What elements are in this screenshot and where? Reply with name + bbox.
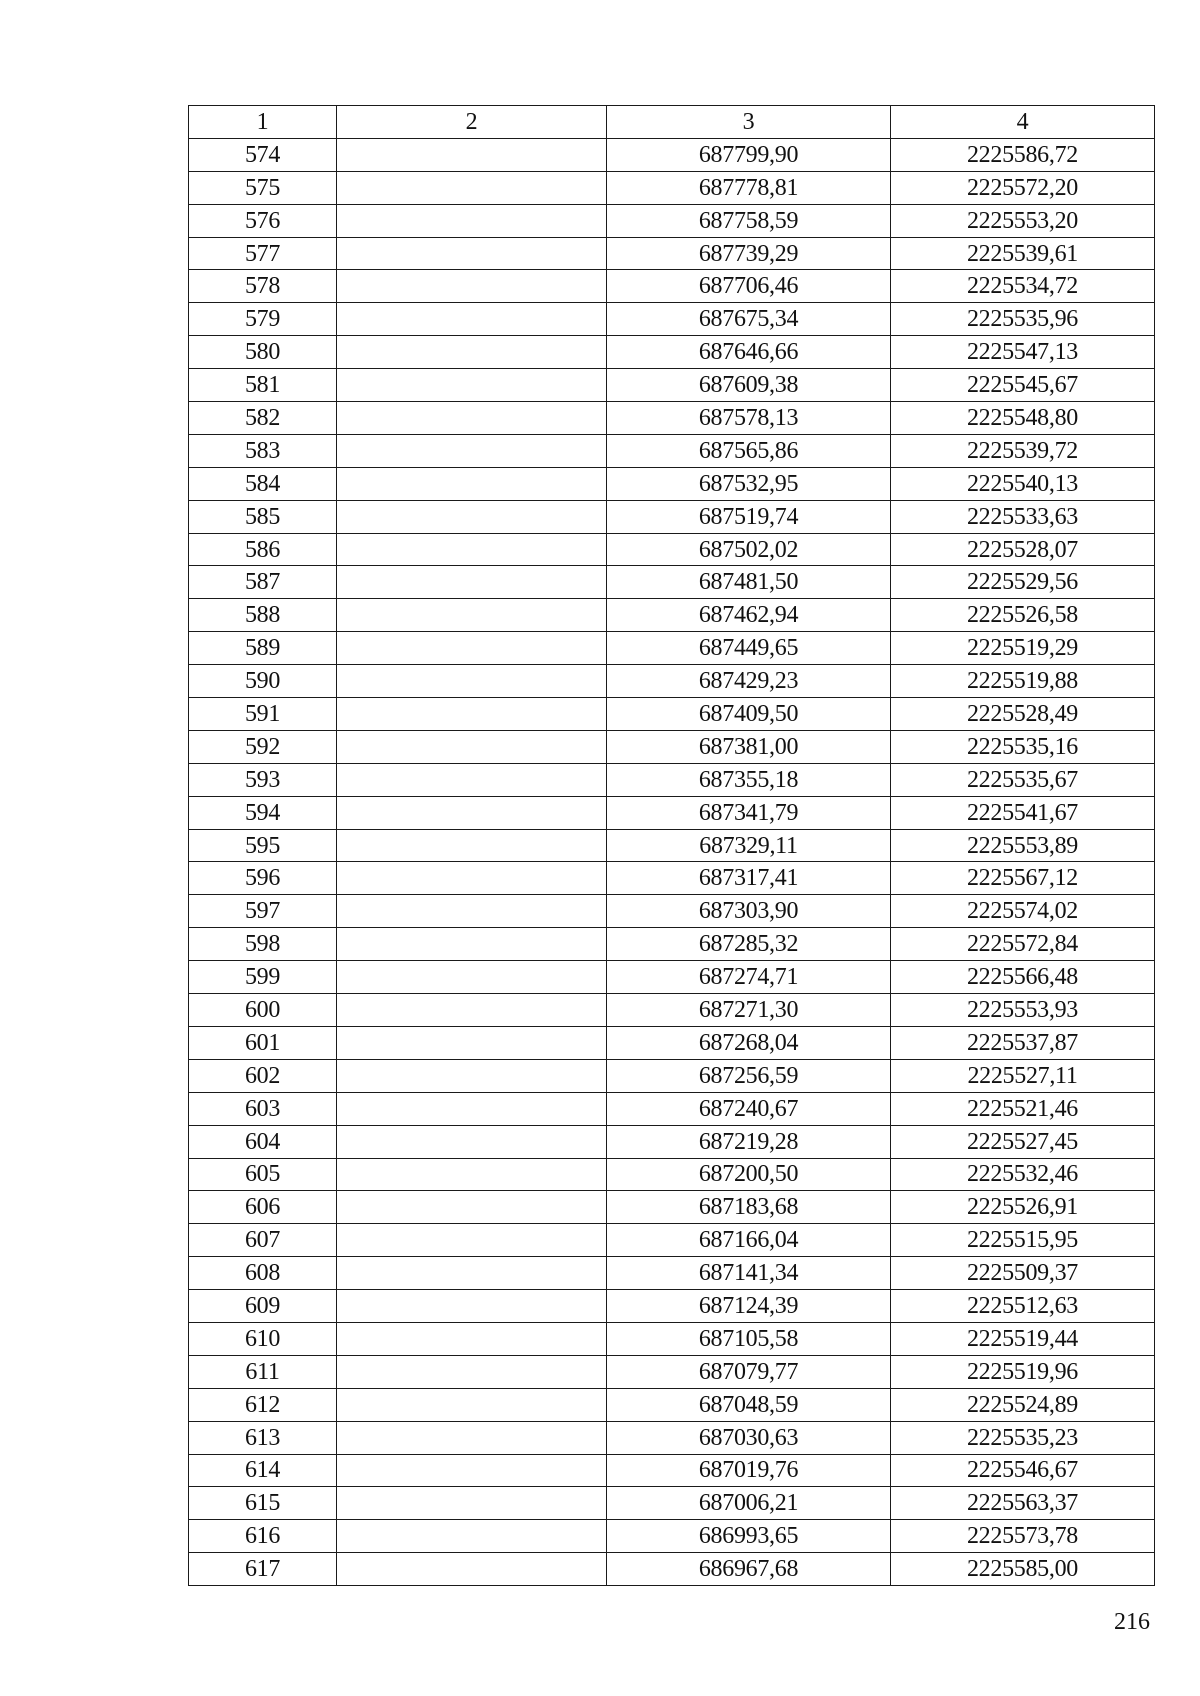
description-cell bbox=[337, 961, 607, 994]
table-row bbox=[189, 1125, 1155, 1158]
y-coordinate-cell: 2225585,00 bbox=[891, 1553, 1155, 1586]
x-coordinate-cell: 687409,50 bbox=[607, 698, 891, 731]
y-coordinate-cell: 2225572,20 bbox=[891, 171, 1155, 204]
table-row bbox=[189, 632, 1155, 665]
y-coordinate-cell: 2225539,72 bbox=[891, 434, 1155, 467]
point-number-cell: 598 bbox=[189, 928, 337, 961]
description-cell bbox=[337, 1553, 607, 1586]
point-number-cell: 597 bbox=[189, 895, 337, 928]
x-coordinate-cell: 687355,18 bbox=[607, 763, 891, 796]
y-coordinate-cell: 2225529,56 bbox=[891, 566, 1155, 599]
y-coordinate-cell: 2225537,87 bbox=[891, 1026, 1155, 1059]
y-coordinate-cell: 2225526,91 bbox=[891, 1191, 1155, 1224]
point-number-cell: 615 bbox=[189, 1487, 337, 1520]
x-coordinate-cell: 686993,65 bbox=[607, 1520, 891, 1553]
table-body bbox=[189, 138, 1155, 1585]
table-row bbox=[189, 895, 1155, 928]
x-coordinate-cell: 687578,13 bbox=[607, 402, 891, 435]
point-number-cell: 617 bbox=[189, 1553, 337, 1586]
x-coordinate-cell: 687079,77 bbox=[607, 1355, 891, 1388]
y-coordinate-cell: 2225566,48 bbox=[891, 961, 1155, 994]
y-coordinate-cell: 2225548,80 bbox=[891, 402, 1155, 435]
description-cell bbox=[337, 1454, 607, 1487]
description-cell bbox=[337, 270, 607, 303]
table-row bbox=[189, 698, 1155, 731]
y-coordinate-cell: 2225563,37 bbox=[891, 1487, 1155, 1520]
table-row bbox=[189, 961, 1155, 994]
x-coordinate-cell: 687502,02 bbox=[607, 533, 891, 566]
x-coordinate-cell: 687240,67 bbox=[607, 1092, 891, 1125]
table-row bbox=[189, 829, 1155, 862]
y-coordinate-cell: 2225519,29 bbox=[891, 632, 1155, 665]
description-cell bbox=[337, 303, 607, 336]
point-number-cell: 612 bbox=[189, 1388, 337, 1421]
x-coordinate-cell: 687532,95 bbox=[607, 467, 891, 500]
description-cell bbox=[337, 1421, 607, 1454]
point-number-cell: 583 bbox=[189, 434, 337, 467]
y-coordinate-cell: 2225527,45 bbox=[891, 1125, 1155, 1158]
x-coordinate-cell: 687030,63 bbox=[607, 1421, 891, 1454]
x-coordinate-cell: 687048,59 bbox=[607, 1388, 891, 1421]
y-coordinate-cell: 2225527,11 bbox=[891, 1059, 1155, 1092]
x-coordinate-cell: 687006,21 bbox=[607, 1487, 891, 1520]
table-row bbox=[189, 1322, 1155, 1355]
point-number-cell: 586 bbox=[189, 533, 337, 566]
point-number-cell: 588 bbox=[189, 599, 337, 632]
y-coordinate-cell: 2225541,67 bbox=[891, 796, 1155, 829]
x-coordinate-cell: 687565,86 bbox=[607, 434, 891, 467]
point-number-cell: 608 bbox=[189, 1257, 337, 1290]
x-coordinate-cell: 687646,66 bbox=[607, 336, 891, 369]
point-number-cell: 574 bbox=[189, 138, 337, 171]
y-coordinate-cell: 2225535,16 bbox=[891, 730, 1155, 763]
table-row bbox=[189, 1290, 1155, 1323]
description-cell bbox=[337, 1487, 607, 1520]
x-coordinate-cell: 687303,90 bbox=[607, 895, 891, 928]
y-coordinate-cell: 2225519,88 bbox=[891, 665, 1155, 698]
table-row bbox=[189, 763, 1155, 796]
x-coordinate-cell: 687778,81 bbox=[607, 171, 891, 204]
x-coordinate-cell: 687609,38 bbox=[607, 369, 891, 402]
y-coordinate-cell: 2225535,23 bbox=[891, 1421, 1155, 1454]
description-cell bbox=[337, 829, 607, 862]
y-coordinate-cell: 2225545,67 bbox=[891, 369, 1155, 402]
point-number-cell: 605 bbox=[189, 1158, 337, 1191]
point-number-cell: 610 bbox=[189, 1322, 337, 1355]
point-number-cell: 601 bbox=[189, 1026, 337, 1059]
table-row bbox=[189, 1224, 1155, 1257]
point-number-cell: 595 bbox=[189, 829, 337, 862]
page-number: 216 bbox=[1114, 1609, 1150, 1635]
point-number-cell: 616 bbox=[189, 1520, 337, 1553]
column-header-2: 2 bbox=[337, 106, 607, 139]
table-row bbox=[189, 566, 1155, 599]
description-cell bbox=[337, 763, 607, 796]
table-row bbox=[189, 1487, 1155, 1520]
x-coordinate-cell: 687341,79 bbox=[607, 796, 891, 829]
table-row bbox=[189, 1421, 1155, 1454]
table-row bbox=[189, 928, 1155, 961]
description-cell bbox=[337, 336, 607, 369]
table-row bbox=[189, 369, 1155, 402]
table-row bbox=[189, 336, 1155, 369]
description-cell bbox=[337, 204, 607, 237]
description-cell bbox=[337, 1355, 607, 1388]
x-coordinate-cell: 687256,59 bbox=[607, 1059, 891, 1092]
table-row bbox=[189, 402, 1155, 435]
table-row bbox=[189, 994, 1155, 1027]
point-number-cell: 577 bbox=[189, 237, 337, 270]
description-cell bbox=[337, 1322, 607, 1355]
table-row bbox=[189, 467, 1155, 500]
table-row bbox=[189, 1454, 1155, 1487]
y-coordinate-cell: 2225533,63 bbox=[891, 500, 1155, 533]
description-cell bbox=[337, 1125, 607, 1158]
description-cell bbox=[337, 1224, 607, 1257]
description-cell bbox=[337, 402, 607, 435]
point-number-cell: 591 bbox=[189, 698, 337, 731]
x-coordinate-cell: 687799,90 bbox=[607, 138, 891, 171]
y-coordinate-cell: 2225574,02 bbox=[891, 895, 1155, 928]
point-number-cell: 580 bbox=[189, 336, 337, 369]
x-coordinate-cell: 687675,34 bbox=[607, 303, 891, 336]
y-coordinate-cell: 2225546,67 bbox=[891, 1454, 1155, 1487]
point-number-cell: 585 bbox=[189, 500, 337, 533]
point-number-cell: 575 bbox=[189, 171, 337, 204]
x-coordinate-cell: 687183,68 bbox=[607, 1191, 891, 1224]
x-coordinate-cell: 686967,68 bbox=[607, 1553, 891, 1586]
description-cell bbox=[337, 1257, 607, 1290]
y-coordinate-cell: 2225586,72 bbox=[891, 138, 1155, 171]
table-row bbox=[189, 599, 1155, 632]
table-row bbox=[189, 1158, 1155, 1191]
y-coordinate-cell: 2225535,67 bbox=[891, 763, 1155, 796]
description-cell bbox=[337, 730, 607, 763]
description-cell bbox=[337, 599, 607, 632]
table-row bbox=[189, 303, 1155, 336]
point-number-cell: 603 bbox=[189, 1092, 337, 1125]
y-coordinate-cell: 2225528,07 bbox=[891, 533, 1155, 566]
x-coordinate-cell: 687219,28 bbox=[607, 1125, 891, 1158]
table-row bbox=[189, 730, 1155, 763]
x-coordinate-cell: 687381,00 bbox=[607, 730, 891, 763]
x-coordinate-cell: 687271,30 bbox=[607, 994, 891, 1027]
table-row bbox=[189, 1388, 1155, 1421]
y-coordinate-cell: 2225532,46 bbox=[891, 1158, 1155, 1191]
description-cell bbox=[337, 1026, 607, 1059]
x-coordinate-cell: 687329,11 bbox=[607, 829, 891, 862]
y-coordinate-cell: 2225519,44 bbox=[891, 1322, 1155, 1355]
x-coordinate-cell: 687758,59 bbox=[607, 204, 891, 237]
point-number-cell: 581 bbox=[189, 369, 337, 402]
description-cell bbox=[337, 434, 607, 467]
x-coordinate-cell: 687481,50 bbox=[607, 566, 891, 599]
description-cell bbox=[337, 1520, 607, 1553]
table-row bbox=[189, 171, 1155, 204]
x-coordinate-cell: 687449,65 bbox=[607, 632, 891, 665]
table-row bbox=[189, 1355, 1155, 1388]
point-number-cell: 592 bbox=[189, 730, 337, 763]
table-row bbox=[189, 1257, 1155, 1290]
table-row bbox=[189, 1059, 1155, 1092]
table-row bbox=[189, 1191, 1155, 1224]
description-cell bbox=[337, 1191, 607, 1224]
y-coordinate-cell: 2225567,12 bbox=[891, 862, 1155, 895]
description-cell bbox=[337, 1388, 607, 1421]
point-number-cell: 589 bbox=[189, 632, 337, 665]
description-cell bbox=[337, 566, 607, 599]
point-number-cell: 602 bbox=[189, 1059, 337, 1092]
point-number-cell: 594 bbox=[189, 796, 337, 829]
description-cell bbox=[337, 369, 607, 402]
description-cell bbox=[337, 1290, 607, 1323]
description-cell bbox=[337, 1092, 607, 1125]
description-cell bbox=[337, 171, 607, 204]
y-coordinate-cell: 2225526,58 bbox=[891, 599, 1155, 632]
x-coordinate-cell: 687166,04 bbox=[607, 1224, 891, 1257]
description-cell bbox=[337, 533, 607, 566]
x-coordinate-cell: 687019,76 bbox=[607, 1454, 891, 1487]
column-header-3: 3 bbox=[607, 106, 891, 139]
description-cell bbox=[337, 500, 607, 533]
y-coordinate-cell: 2225540,13 bbox=[891, 467, 1155, 500]
point-number-cell: 579 bbox=[189, 303, 337, 336]
table-header-row bbox=[189, 106, 1155, 139]
description-cell bbox=[337, 994, 607, 1027]
point-number-cell: 584 bbox=[189, 467, 337, 500]
table-row bbox=[189, 533, 1155, 566]
description-cell bbox=[337, 237, 607, 270]
point-number-cell: 600 bbox=[189, 994, 337, 1027]
table-row bbox=[189, 796, 1155, 829]
table-row bbox=[189, 1553, 1155, 1586]
column-header-1: 1 bbox=[189, 106, 337, 139]
coordinates-table bbox=[188, 105, 1155, 1586]
y-coordinate-cell: 2225521,46 bbox=[891, 1092, 1155, 1125]
point-number-cell: 606 bbox=[189, 1191, 337, 1224]
y-coordinate-cell: 2225512,63 bbox=[891, 1290, 1155, 1323]
x-coordinate-cell: 687200,50 bbox=[607, 1158, 891, 1191]
table-row bbox=[189, 1092, 1155, 1125]
point-number-cell: 611 bbox=[189, 1355, 337, 1388]
point-number-cell: 582 bbox=[189, 402, 337, 435]
x-coordinate-cell: 687141,34 bbox=[607, 1257, 891, 1290]
y-coordinate-cell: 2225553,93 bbox=[891, 994, 1155, 1027]
table-row bbox=[189, 665, 1155, 698]
point-number-cell: 609 bbox=[189, 1290, 337, 1323]
table-row bbox=[189, 237, 1155, 270]
y-coordinate-cell: 2225535,96 bbox=[891, 303, 1155, 336]
y-coordinate-cell: 2225528,49 bbox=[891, 698, 1155, 731]
x-coordinate-cell: 687317,41 bbox=[607, 862, 891, 895]
column-header-4: 4 bbox=[891, 106, 1155, 139]
point-number-cell: 576 bbox=[189, 204, 337, 237]
x-coordinate-cell: 687739,29 bbox=[607, 237, 891, 270]
description-cell bbox=[337, 467, 607, 500]
y-coordinate-cell: 2225534,72 bbox=[891, 270, 1155, 303]
point-number-cell: 613 bbox=[189, 1421, 337, 1454]
y-coordinate-cell: 2225573,78 bbox=[891, 1520, 1155, 1553]
point-number-cell: 607 bbox=[189, 1224, 337, 1257]
y-coordinate-cell: 2225515,95 bbox=[891, 1224, 1155, 1257]
description-cell bbox=[337, 665, 607, 698]
point-number-cell: 614 bbox=[189, 1454, 337, 1487]
point-number-cell: 587 bbox=[189, 566, 337, 599]
x-coordinate-cell: 687519,74 bbox=[607, 500, 891, 533]
y-coordinate-cell: 2225519,96 bbox=[891, 1355, 1155, 1388]
x-coordinate-cell: 687105,58 bbox=[607, 1322, 891, 1355]
y-coordinate-cell: 2225539,61 bbox=[891, 237, 1155, 270]
x-coordinate-cell: 687268,04 bbox=[607, 1026, 891, 1059]
y-coordinate-cell: 2225553,89 bbox=[891, 829, 1155, 862]
description-cell bbox=[337, 862, 607, 895]
description-cell bbox=[337, 698, 607, 731]
x-coordinate-cell: 687124,39 bbox=[607, 1290, 891, 1323]
point-number-cell: 596 bbox=[189, 862, 337, 895]
y-coordinate-cell: 2225509,37 bbox=[891, 1257, 1155, 1290]
table-row bbox=[189, 1520, 1155, 1553]
y-coordinate-cell: 2225524,89 bbox=[891, 1388, 1155, 1421]
description-cell bbox=[337, 1158, 607, 1191]
description-cell bbox=[337, 928, 607, 961]
table-row bbox=[189, 270, 1155, 303]
table-row bbox=[189, 434, 1155, 467]
x-coordinate-cell: 687274,71 bbox=[607, 961, 891, 994]
y-coordinate-cell: 2225547,13 bbox=[891, 336, 1155, 369]
table-row bbox=[189, 204, 1155, 237]
description-cell bbox=[337, 796, 607, 829]
point-number-cell: 590 bbox=[189, 665, 337, 698]
description-cell bbox=[337, 895, 607, 928]
table-row bbox=[189, 500, 1155, 533]
table-row bbox=[189, 138, 1155, 171]
table-row bbox=[189, 1026, 1155, 1059]
description-cell bbox=[337, 632, 607, 665]
point-number-cell: 578 bbox=[189, 270, 337, 303]
description-cell bbox=[337, 1059, 607, 1092]
description-cell bbox=[337, 138, 607, 171]
y-coordinate-cell: 2225572,84 bbox=[891, 928, 1155, 961]
table-row bbox=[189, 862, 1155, 895]
x-coordinate-cell: 687706,46 bbox=[607, 270, 891, 303]
point-number-cell: 593 bbox=[189, 763, 337, 796]
x-coordinate-cell: 687462,94 bbox=[607, 599, 891, 632]
y-coordinate-cell: 2225553,20 bbox=[891, 204, 1155, 237]
point-number-cell: 599 bbox=[189, 961, 337, 994]
point-number-cell: 604 bbox=[189, 1125, 337, 1158]
x-coordinate-cell: 687285,32 bbox=[607, 928, 891, 961]
x-coordinate-cell: 687429,23 bbox=[607, 665, 891, 698]
